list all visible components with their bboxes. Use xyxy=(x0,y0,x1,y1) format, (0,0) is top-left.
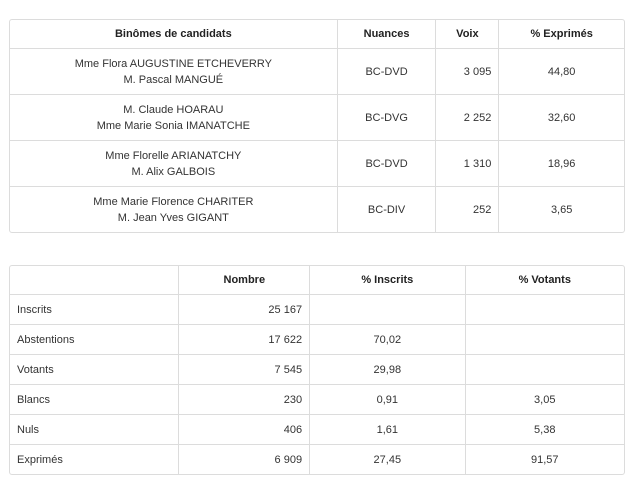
pct-votants-cell xyxy=(466,325,624,355)
pct-votants-cell xyxy=(466,295,624,325)
header-pct-inscrits: % Inscrits xyxy=(310,266,465,295)
pct-inscrits-cell: 1,61 xyxy=(310,415,465,445)
nombre-cell: 6 909 xyxy=(179,445,310,474)
nuance-cell: BC-DIV xyxy=(338,187,437,232)
header-blank xyxy=(10,266,179,295)
voix-cell: 3 095 xyxy=(436,49,499,95)
pct-votants-cell: 3,05 xyxy=(466,385,624,415)
pct-inscrits-cell: 70,02 xyxy=(310,325,465,355)
pct-inscrits-cell: 27,45 xyxy=(310,445,465,474)
candidate-name: Mme Flora AUGUSTINE ETCHEVERRY xyxy=(74,57,272,70)
row-label: Abstentions xyxy=(10,325,179,355)
nuance-cell: BC-DVD xyxy=(338,141,437,187)
candidate-pair xyxy=(10,95,338,141)
candidate-name: Mme Marie Florence CHARITER xyxy=(93,195,254,208)
participation-row xyxy=(10,295,624,325)
header-nombre: Nombre xyxy=(179,266,310,295)
pct-cell: 32,60 xyxy=(499,95,624,141)
row-label: Exprimés xyxy=(10,445,179,474)
row-label: Votants xyxy=(10,355,179,385)
pct-cell: 3,65 xyxy=(550,203,573,216)
pct-votants-cell xyxy=(466,355,624,385)
pct-inscrits-cell xyxy=(310,295,465,325)
nombre-cell: 230 xyxy=(179,385,310,415)
candidate-name: M. Pascal MANGUÉ xyxy=(123,73,224,86)
participation-row xyxy=(10,355,624,385)
header-voix: Voix xyxy=(436,20,499,49)
voix-cell: 252 xyxy=(436,187,499,232)
voix-cell: 1 310 xyxy=(436,141,499,187)
results-table xyxy=(9,19,625,233)
results-row xyxy=(10,187,624,232)
candidate-pair xyxy=(10,187,338,232)
pct-votants-cell: 91,57 xyxy=(531,453,559,466)
pct-inscrits-cell: 29,98 xyxy=(310,355,465,385)
candidate-name: Mme Marie Sonia IMANATCHE xyxy=(96,119,250,132)
results-row xyxy=(10,95,624,141)
header-pct-votants: % Votants xyxy=(466,266,624,295)
candidate-pair xyxy=(10,141,338,187)
row-label: Nuls xyxy=(10,415,179,445)
row-label: Inscrits xyxy=(10,295,179,325)
candidate-pair xyxy=(10,49,338,95)
row-label: Blancs xyxy=(10,385,179,415)
results-row xyxy=(10,49,624,95)
nombre-cell: 25 167 xyxy=(179,295,310,325)
candidate-name: Mme Florelle ARIANATCHY xyxy=(105,149,242,162)
results-row xyxy=(10,141,624,187)
voix-cell: 2 252 xyxy=(436,95,499,141)
participation-row xyxy=(10,415,624,445)
participation-row xyxy=(10,445,624,474)
candidate-name: M. Claude HOARAU xyxy=(123,103,224,116)
candidate-name: M. Jean Yves GIGANT xyxy=(117,211,229,224)
nuance-cell: BC-DVD xyxy=(338,49,437,95)
header-candidates: Binômes de candidats xyxy=(10,20,338,49)
nombre-cell: 406 xyxy=(179,415,310,445)
participation-row xyxy=(10,325,624,355)
pct-votants-cell: 5,38 xyxy=(466,415,624,445)
candidate-name: M. Alix GALBOIS xyxy=(131,165,216,178)
pct-cell: 44,80 xyxy=(499,49,624,95)
nombre-cell: 17 622 xyxy=(179,325,310,355)
nuance-cell: BC-DVG xyxy=(338,95,437,141)
pct-cell: 18,96 xyxy=(499,141,624,187)
header-pct-exprimes: % Exprimés xyxy=(499,20,624,49)
participation-table xyxy=(9,265,625,475)
results-header-row xyxy=(10,20,624,49)
header-nuances: Nuances xyxy=(338,20,437,49)
participation-row xyxy=(10,385,624,415)
nombre-cell: 7 545 xyxy=(179,355,310,385)
pct-inscrits-cell: 0,91 xyxy=(310,385,465,415)
participation-header-row xyxy=(10,266,624,295)
